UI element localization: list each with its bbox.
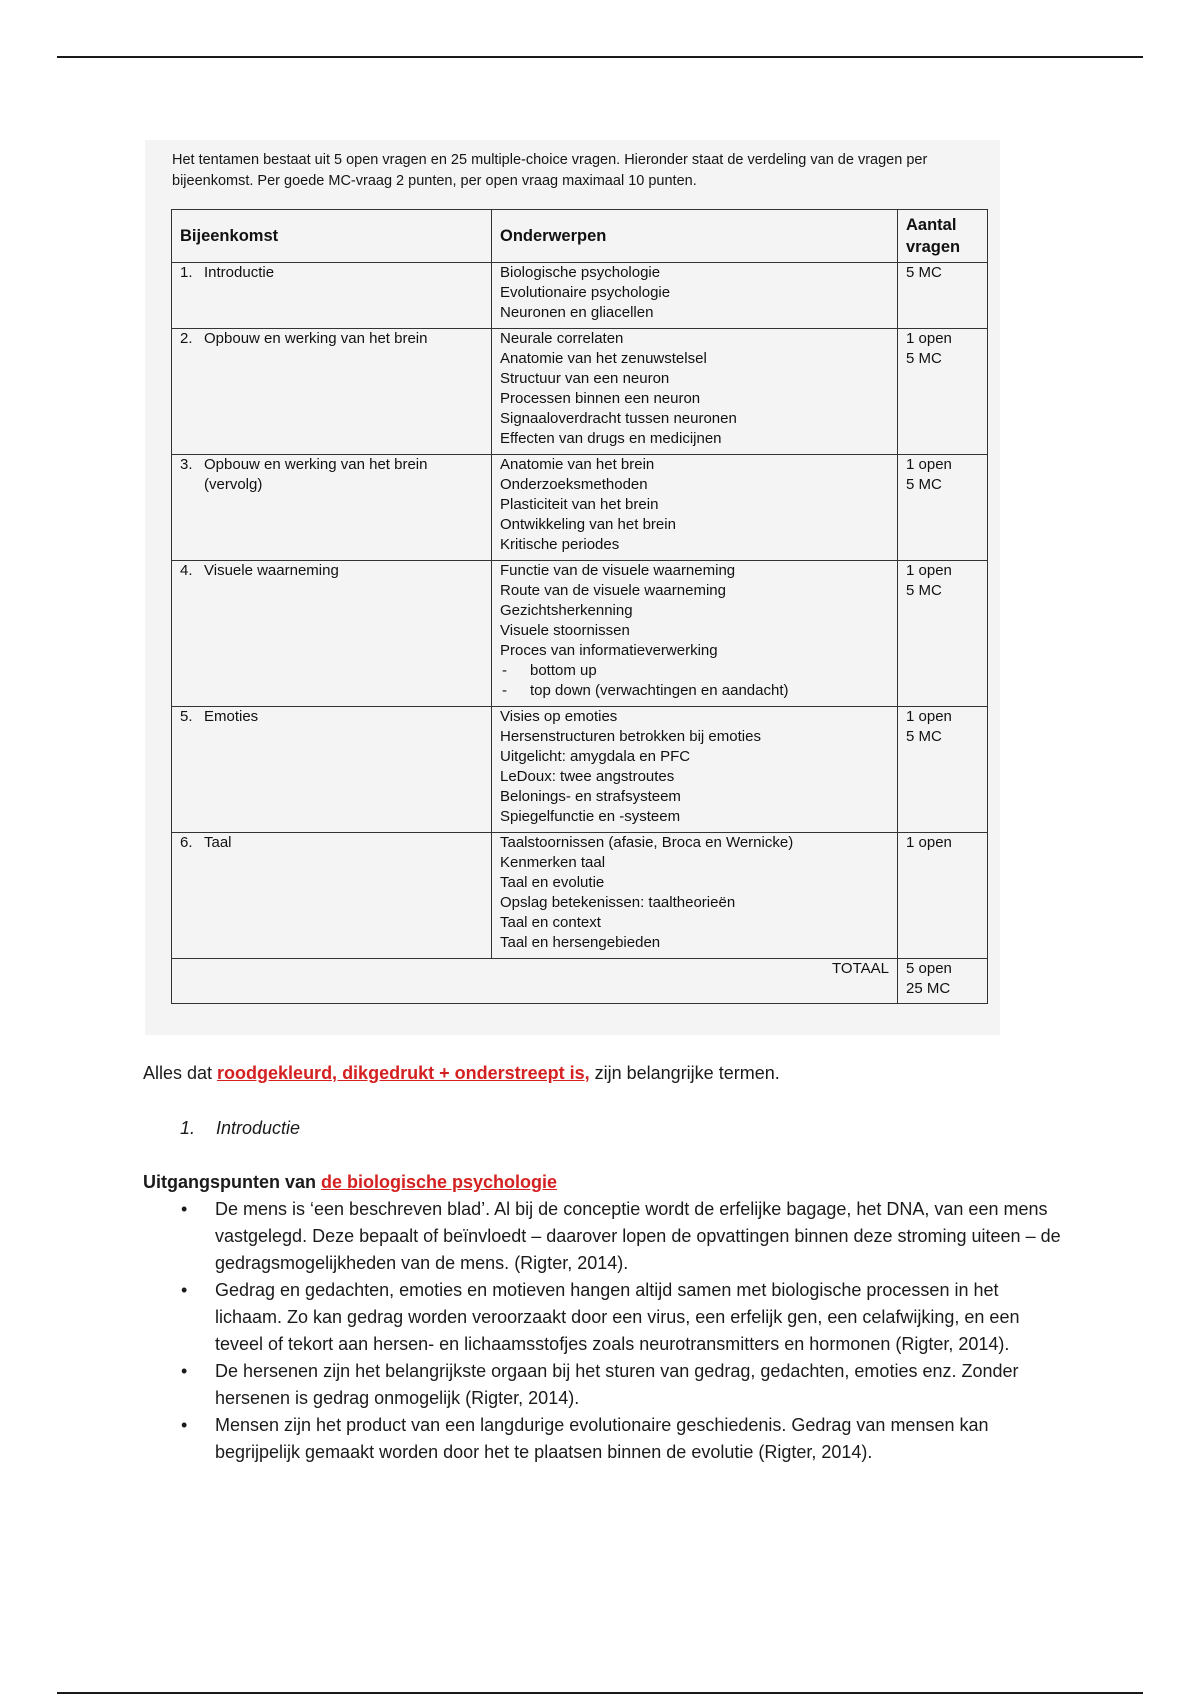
- session-number: 6.: [180, 834, 193, 851]
- topic-item: Onderzoeksmethoden: [500, 476, 648, 493]
- topic-item: Taalstoornissen (afasie, Broca en Wernicke): [500, 834, 794, 851]
- subitem-text: top down (verwachtingen en aandacht): [530, 682, 789, 699]
- total-label: TOTAAL: [172, 959, 898, 1004]
- subheading-highlight: de biologische psychologie: [321, 1172, 558, 1192]
- topic-item: Taal en hersengebieden: [500, 934, 661, 951]
- session-cell: [172, 561, 492, 707]
- topic-item: Plasticiteit van het brein: [500, 496, 659, 513]
- section-number: 1.: [180, 1118, 196, 1138]
- topic-item: Neurale correlaten: [500, 330, 624, 347]
- topics-cell: [492, 833, 898, 959]
- list-item: [143, 1358, 1063, 1412]
- topic-item: Structuur van een neuron: [500, 370, 670, 387]
- count-open: 1 open: [906, 456, 952, 473]
- session-number: 4.: [180, 562, 193, 579]
- topics-cell: [492, 329, 898, 455]
- count-mc: 5 MC: [906, 476, 942, 493]
- topic-item: Anatomie van het brein: [500, 456, 655, 473]
- topic-item: Ontwikkeling van het brein: [500, 516, 676, 533]
- topic-item: Functie van de visuele waarneming: [500, 562, 736, 579]
- principles-list: [143, 1196, 1063, 1466]
- topic-item: Taal en context: [500, 914, 601, 931]
- session-number: 2.: [180, 330, 193, 347]
- count-cell: [898, 263, 988, 329]
- count-mc: 5 MC: [906, 350, 942, 367]
- topic-item: Effecten van drugs en medicijnen: [500, 430, 722, 447]
- session-cell: [172, 707, 492, 833]
- topic-item: Visies op emoties: [500, 708, 618, 725]
- topic-item: Gezichtsherkenning: [500, 602, 633, 619]
- session-subtitle: (vervolg): [204, 476, 263, 493]
- list-item: [143, 1196, 1063, 1277]
- list-item-text: De mens is ‘een beschreven blad’. Al bij de conceptie wordt de erfelijke bagage, het DNA, van een mens vastgelegd. Deze bepaalt of beïnvloedt – daarover lopen de opvattingen binnen deze stroming uiteen – de gedragsmogelijkheden van de mens. (Rigter, 2014).: [215, 1199, 1061, 1273]
- header-session: Bijeenkomst: [172, 210, 492, 263]
- list-item-text: Gedrag en gedachten, emoties en motieven hangen altijd samen met biologische processen in het lichaam. Zo kan gedrag worden veroorzaakt door een virus, een erfelijk gen, een celafwijking, en een teveel of tekort aan hersen- en lichaamsstofjes zoals neurotransmitters en hormonen (Rigter, 2014).: [215, 1280, 1020, 1354]
- legend-prefix: Alles dat: [143, 1063, 218, 1083]
- table-row: [172, 833, 988, 959]
- count-open: 1 open: [906, 330, 952, 347]
- exam-distribution-table: [171, 209, 988, 1004]
- table-total-row: [172, 959, 988, 1004]
- topic-item: Biologische psychologie: [500, 264, 661, 281]
- session-cell: [172, 455, 492, 561]
- session-title: Taal: [204, 834, 232, 851]
- session-number: 3.: [180, 456, 193, 473]
- topic-item: Taal en evolutie: [500, 874, 605, 891]
- header-rule: [57, 56, 1143, 58]
- topics-cell: [492, 561, 898, 707]
- count-mc: 5 MC: [906, 728, 942, 745]
- legend-suffix: zijn belangrijke termen.: [589, 1063, 780, 1083]
- session-title: Visuele waarneming: [204, 562, 339, 579]
- topic-item: Kenmerken taal: [500, 854, 606, 871]
- dash-marker: -: [502, 682, 507, 699]
- session-number: 1.: [180, 264, 193, 281]
- topic-item: LeDoux: twee angstroutes: [500, 768, 675, 785]
- list-item: [143, 1412, 1063, 1466]
- topic-subitem: [500, 681, 889, 701]
- list-item: [143, 1277, 1063, 1358]
- topics-cell: [492, 263, 898, 329]
- total-open: 5 open: [906, 960, 952, 977]
- count-cell: [898, 561, 988, 707]
- subheading-prefix: Uitgangspunten van: [143, 1172, 322, 1192]
- topic-item: Opslag betekenissen: taaltheorieën: [500, 894, 736, 911]
- table-row: [172, 329, 988, 455]
- table-row: [172, 263, 988, 329]
- topic-item: Spiegelfunctie en -systeem: [500, 808, 681, 825]
- topic-item: Anatomie van het zenuwstelsel: [500, 350, 707, 367]
- topic-item: Route van de visuele waarneming: [500, 582, 726, 599]
- footer-rule: [57, 1692, 1143, 1694]
- session-title: Opbouw en werking van het brein: [204, 456, 428, 473]
- bullet-marker: •: [181, 1361, 188, 1381]
- subitem-text: bottom up: [530, 662, 597, 679]
- list-item-text: Mensen zijn het product van een langdurige evolutionaire geschiedenis. Gedrag van mensen kan begrijpelijk gemaakt worden door het te plaatsen binnen de evolutie (Rigter, 2014).: [215, 1415, 989, 1462]
- table-row: [172, 455, 988, 561]
- legend-paragraph: [143, 1060, 1063, 1087]
- list-item-text: De hersenen zijn het belangrijkste orgaan bij het sturen van gedrag, gedachten, emoties enz. Zonder hersenen is gedrag onmogelijk (Rigter, 2014).: [215, 1361, 1019, 1408]
- topic-item: Evolutionaire psychologie: [500, 284, 671, 301]
- topic-item: Neuronen en gliacellen: [500, 304, 654, 321]
- count-cell: [898, 707, 988, 833]
- count-open: 1 open: [906, 708, 952, 725]
- topic-item: Kritische periodes: [500, 536, 620, 553]
- header-count: Aantal vragen: [898, 210, 988, 263]
- count-cell: [898, 833, 988, 959]
- dash-marker: -: [502, 662, 507, 679]
- count-open: 1 open: [906, 562, 952, 579]
- table-row: [172, 707, 988, 833]
- exam-intro-text: Het tentamen bestaat uit 5 open vragen en 25 multiple-choice vragen. Hieronder staat de verdeling van de vragen per bijeenkomst. Per goede MC-vraag 2 punten, per open vraag maximaal 10 punten.: [172, 152, 928, 189]
- topic-item: Belonings- en strafsysteem: [500, 788, 681, 805]
- header-topics: Onderwerpen: [492, 210, 898, 263]
- total-count-cell: [898, 959, 988, 1004]
- bullet-marker: •: [181, 1280, 188, 1300]
- session-title: Opbouw en werking van het brein: [204, 330, 428, 347]
- session-title: Emoties: [204, 708, 259, 725]
- bullet-marker: •: [181, 1199, 188, 1219]
- topic-item: Hersenstructuren betrokken bij emoties: [500, 728, 761, 745]
- topic-item: Uitgelicht: amygdala en PFC: [500, 748, 691, 765]
- topic-item: Signaaloverdracht tussen neuronen: [500, 410, 737, 427]
- total-mc: 25 MC: [906, 980, 951, 997]
- count-cell: [898, 455, 988, 561]
- topic-item: Visuele stoornissen: [500, 622, 630, 639]
- count-cell: [898, 329, 988, 455]
- session-number: 5.: [180, 708, 193, 725]
- section-heading: [180, 1115, 1100, 1142]
- table-row: [172, 561, 988, 707]
- topics-cell: [492, 455, 898, 561]
- bullet-marker: •: [181, 1415, 188, 1435]
- topic-item: Proces van informatieverwerking: [500, 642, 718, 659]
- session-cell: [172, 329, 492, 455]
- session-cell: [172, 833, 492, 959]
- topics-cell: [492, 707, 898, 833]
- topic-subitem: [500, 661, 889, 681]
- topic-item: Processen binnen een neuron: [500, 390, 701, 407]
- count-mc: 5 MC: [906, 264, 942, 281]
- subheading: [143, 1169, 1063, 1196]
- section-title: Introductie: [216, 1118, 301, 1138]
- legend-highlight: roodgekleurd, dikgedrukt + onderstreept is,: [217, 1063, 590, 1083]
- session-title: Introductie: [204, 264, 275, 281]
- count-mc: 5 MC: [906, 582, 942, 599]
- session-cell: [172, 263, 492, 329]
- table-header-row: [172, 210, 988, 263]
- count-open: 1 open: [906, 834, 952, 851]
